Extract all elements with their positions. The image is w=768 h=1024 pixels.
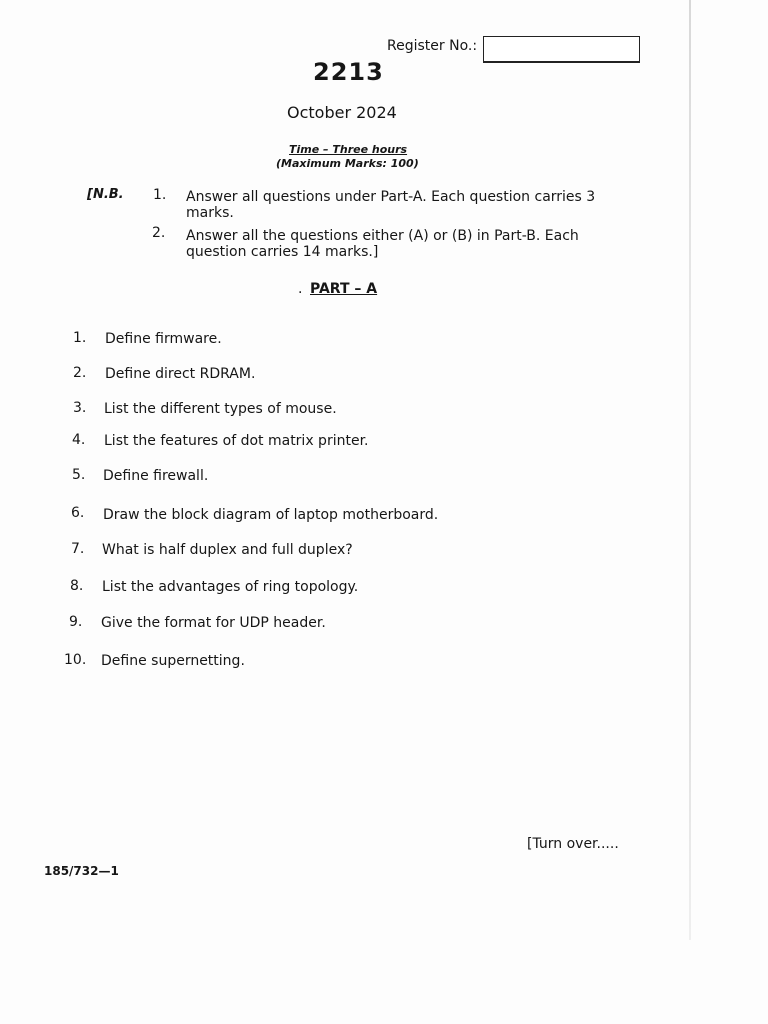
question-text: What is half duplex and full duplex? (102, 542, 353, 558)
instruction-text: Answer all the questions either (A) or (B) in Part-B. Each question carries 14 marks.] (186, 228, 579, 260)
question-text: List the advantages of ring topology. (102, 579, 359, 595)
question-number: 9. (69, 614, 83, 630)
question-text: List the features of dot matrix printer. (104, 433, 369, 449)
footer-paper-code: 185/732—1 (44, 864, 119, 878)
question-text: Give the format for UDP header. (101, 615, 326, 631)
register-number-label: Register No.: (387, 38, 478, 54)
question-text: Define direct RDRAM. (105, 366, 256, 382)
instruction-text: Answer all questions under Part-A. Each question carries 3 marks. (186, 189, 596, 221)
question-number: 7. (71, 541, 85, 557)
question-number: 5. (72, 467, 86, 483)
scan-edge-shadow (689, 0, 691, 940)
question-number: 8. (70, 578, 84, 594)
question-number: 4. (72, 432, 86, 448)
time-allowed: Time – Three hours (289, 143, 408, 156)
maximum-marks: (Maximum Marks: 100) (276, 157, 419, 170)
question-text: Define firmware. (105, 331, 222, 347)
part-a-title: PART – A (310, 281, 378, 297)
question-number: 1. (73, 330, 87, 346)
question-number: 3. (73, 400, 87, 416)
register-number-box (483, 36, 640, 63)
question-text: Define firewall. (103, 468, 209, 484)
exam-month: October 2024 (287, 103, 397, 122)
question-number: 2. (73, 365, 87, 381)
nb-tag: [N.B. (87, 187, 124, 202)
instruction-number: 1. (153, 187, 167, 203)
question-number: 10. (64, 652, 87, 668)
instruction-number: 2. (152, 225, 166, 241)
question-number: 6. (71, 505, 85, 521)
question-text: Define supernetting. (101, 653, 245, 669)
turn-over-note: [Turn over..... (527, 836, 619, 852)
question-text: List the different types of mouse. (104, 401, 337, 417)
paper-code: 2213 (313, 58, 384, 86)
question-text: Draw the block diagram of laptop motherboard. (103, 507, 439, 523)
stray-mark: . (298, 281, 303, 297)
